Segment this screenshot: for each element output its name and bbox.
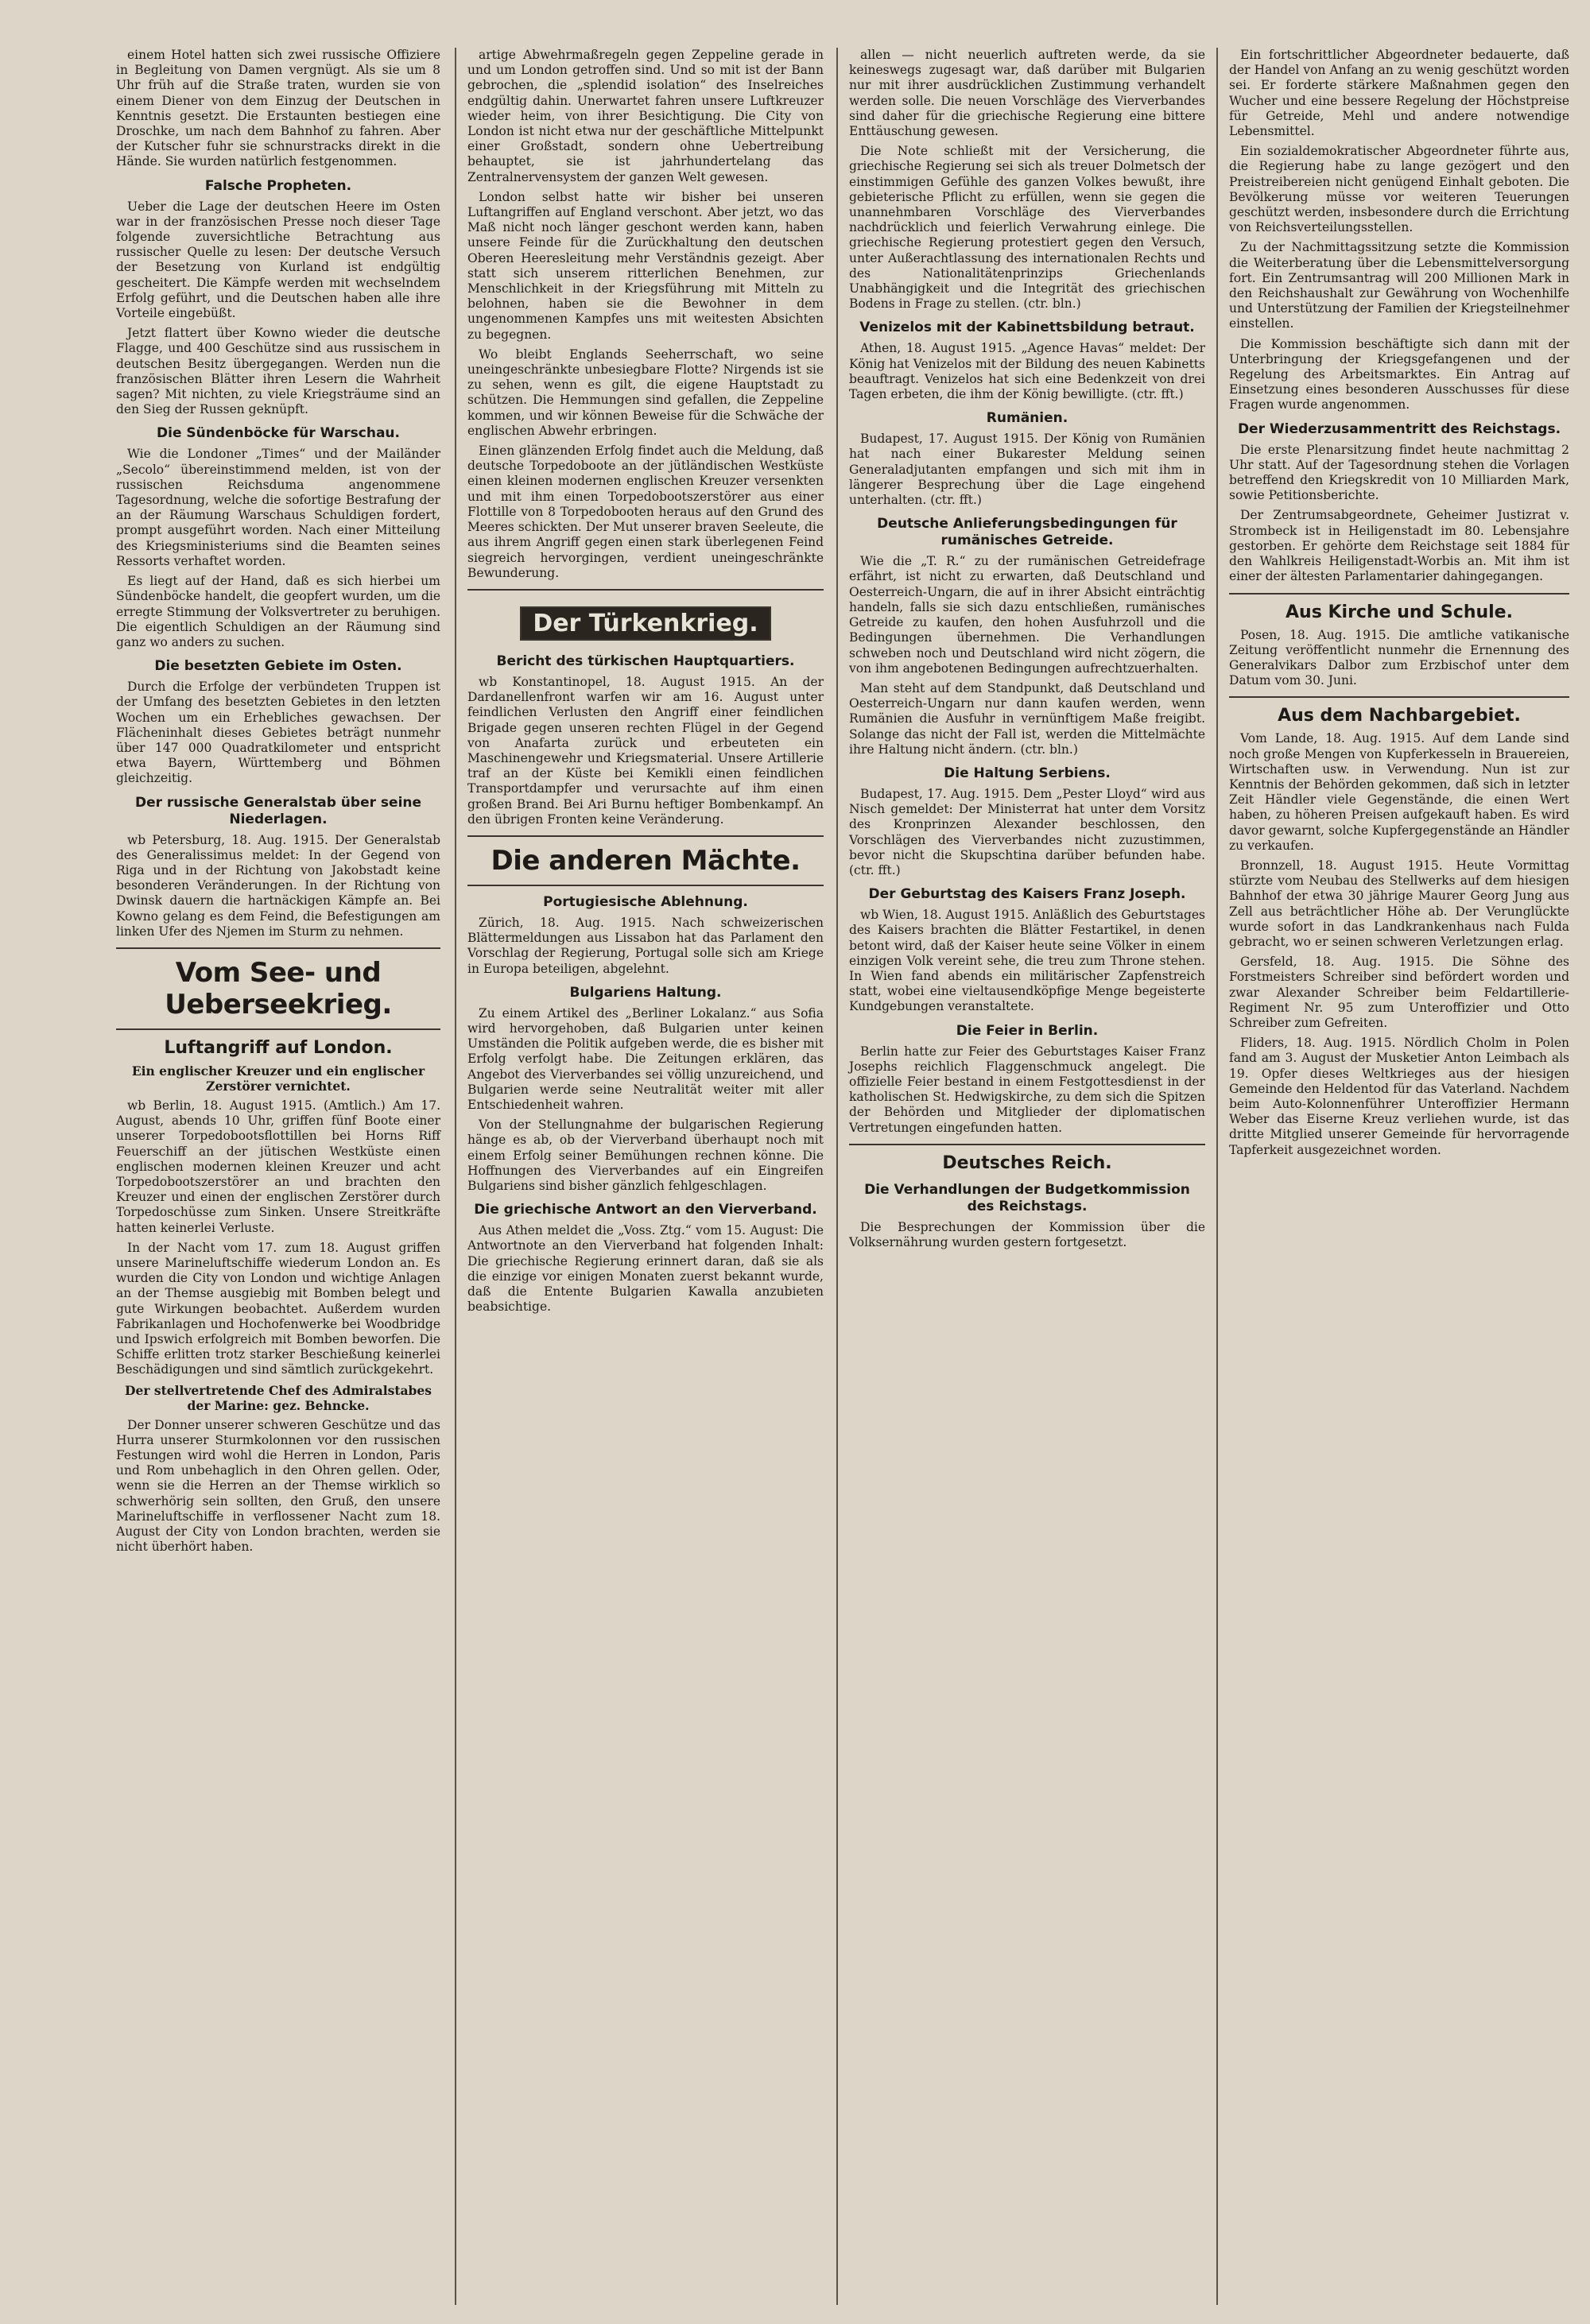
article-paragraph: Vom Lande, 18. Aug. 1915. Auf dem Lande sind noch große Mengen von Kupferkesseln in Brauereien, Wirtschaften usw. in Verwendung. Nun ist zur Kenntnis der Behörden gekommen, daß sich in letzter Zeit Händler viele Gegenstände, die einen Wert haben, zu höheren Preisen aufgekauft haben. Es wird davor gewarnt, solche Kupfergegenstände an Händler zu verkaufen. bbox=[1229, 731, 1569, 853]
article-paragraph: Athen, 18. August 1915. „Agence Havas“ meldet: Der König hat Venizelos mit der Bildung des neuen Kabinetts beauftragt. Venizelos hat sich eine Bedenkzeit von drei Tagen erbeten, die ihm der König bewilligte. (ctr. fft.) bbox=[849, 341, 1205, 402]
article-paragraph: Bronnzell, 18. August 1915. Heute Vormittag stürzte vom Neubau des Stellwerks auf dem hiesigen Bahnhof der etwa 30 jährige Maurer Georg Jung aus Zell aus beträchtlicher Höhe ab. Der Verunglückte wurde sofort in das Landkrankenhaus nach Fulda gebracht, wo er seinen schweren Verletzungen erlag. bbox=[1229, 858, 1569, 949]
article-paragraph: wb Berlin, 18. August 1915. (Amtlich.) Am 17. August, abends 10 Uhr, griffen fünf Boote einer unserer Torpedobootsflottillen bei Horns Riff Feuerschiff an der jütischen Westküste einen englischen modernen kleinen Kreuzer und acht Torpedobootszerstörer an und brachten den Kreuzer und einen der englischen Zerstörer durch Torpedoschüsse zum Sinken. Unsere Streitkräfte hatten keinerlei Verluste. bbox=[116, 1098, 440, 1235]
article-paragraph: wb Petersburg, 18. Aug. 1915. Der Generalstab des Generalissimus meldet: In der Gegend von Riga und in der Richtung von Jakobstadt keine besonderen Veränderungen. In der Richtung von Dwinsk dauern die hartnäckigen Kämpfe an. Bei Kowno gelang es dem Feind, die Befestigungen am linken Ufer des Njemen im Sturm zu nehmen. bbox=[116, 832, 440, 939]
article-paragraph: Wo bleibt Englands Seeherrschaft, wo seine uneingeschränkte unbesiegbare Flotte? Nirgends ist sie zu sehen, wenn es gilt, die eigene Hauptstadt zu schützen. Die Hemmungen sind gefallen, die Zeppeline kommen, und wir können Beweise für die Schwäche der englischen Abwehr erbringen. bbox=[467, 347, 824, 438]
article-title: Der Wiederzusammentritt des Reichstags. bbox=[1237, 420, 1561, 437]
divider bbox=[1229, 593, 1569, 595]
article-paragraph: wb Konstantinopel, 18. August 1915. An der Dardanellenfront warfen wir am 16. August unter feindlichen Verlusten den Angriff einer feindlichen Brigade gegen unseren rechten Flügel in der Gegend von Anafarta zurück und erbeuteten ein Maschinengewehr und Kriegsmaterial. Unsere Artillerie traf an der Küste bei Kemikli einen feindlichen Transportdampfer und verursachte auf ihm einen großen Brand. Bei Ari Burnu heftiger Bombenkampf. An den übrigen Fronten keine Veränderung. bbox=[467, 674, 824, 827]
article-paragraph: Durch die Erfolge der verbündeten Truppen ist der Umfang des besetzten Gebietes in den letzten Wochen um ein Erhebliches gewachsen. Der Flächeninhalt dieses Gebietes beträgt nunmehr über 147 000 Quadratkilometer und entspricht etwa Bayern, Württemberg und Böhmen gleichzeitig. bbox=[116, 680, 440, 786]
article-paragraph: Die Besprechungen der Kommission über die Volksernährung wurden gestern fortgesetzt. bbox=[849, 1219, 1205, 1249]
article-title: Luftangriff auf London. bbox=[164, 1037, 393, 1058]
article-paragraph: Budapest, 17. Aug. 1915. Dem „Pester Lloyd“ wird aus Nisch gemeldet: Der Ministerrat hat unter dem Vorsitz des Kronprinzen Alexander beschlossen, den Vorschlägen des Vierverbandes nicht zuzustimmen, bevor nicht die Skupschtina darüber befunden habe. (ctr. fft.) bbox=[849, 786, 1205, 877]
article-paragraph: London selbst hatte wir bisher bei unseren Luftangriffen auf England verschont. Aber jetzt, wo das Maß nicht noch länger geschont werden kann, haben unsere Feinde für die Zurückhaltung den deutschen Oberen Heeresleitung mehr Verständnis gezeigt. Aber statt sich unserem ritterlichen Benehmen, zur Menschlichkeit in der Kriegsführung mit Mitteln zu belohnen, haben sie die Bewohner in dem ungenommenen Kampfes uns mit weitesten Absichten zu begegnen. bbox=[467, 189, 824, 342]
article-title: Der Geburtstag des Kaisers Franz Joseph. bbox=[868, 886, 1186, 903]
article-paragraph: einem Hotel hatten sich zwei russische Offiziere in Begleitung von Damen vergnügt. Als sie um 8 Uhr früh auf die Straße traten, wurden sie von einem Diener von dem Einzug der Deutschen in Kenntnis gesetzt. Die Erstaunten bestiegen eine Droschke, um nach dem Bahnhof zu fahren. Aber der Kutscher fuhr sie schnurstracks direkt in die Hände. Sie wurden natürlich festgenommen. bbox=[116, 48, 440, 169]
major-heading-stamp bbox=[467, 598, 824, 645]
article-paragraph: artige Abwehrmaßregeln gegen Zeppeline gerade in und um London getroffen sind. Und so mit ist der Bann gebrochen, die „splendid isolation“ des Inselreiches endgültig dahin. Unerwartet fahren unsere Luftkreuzer wieder heim, von ihrer Besichtigung. Die City von London ist nicht etwa nur der geschäftliche Mittelpunkt einer Großstadt, sondern ohne Uebertreibung behauptet, sie ist jahrhundertelang das Zentralnervensystem der ganzen Welt gewesen. bbox=[467, 48, 824, 184]
major-heading: Der Türkenkrieg. bbox=[520, 606, 770, 641]
divider bbox=[467, 835, 824, 837]
divider bbox=[849, 1144, 1205, 1145]
article-paragraph: Jetzt flattert über Kowno wieder die deutsche Flagge, und 400 Geschütze sind aus russischem in deutschen Besitz übergegangen. Werden nun die französischen Blätter ihren Lesern die Wahrheit sagen? Mit nichten, zu viele Kriegsträume sind an den Sieg der Russen geknüpft. bbox=[116, 326, 440, 417]
section-heading: Die Sündenböcke für Warschau. bbox=[157, 425, 400, 442]
article-title: Venizelos mit der Kabinettsbildung betraut. bbox=[859, 320, 1195, 336]
article-paragraph: Einen glänzenden Erfolg findet auch die Meldung, daß deutsche Torpedoboote an der jütländischen Westküste einen kleinen modernen englischen Kreuzer versenkten und mit ihm einen Torpedobootszerstörer aus einer Flottille von 8 Torpedobooten heraus auf den Grund des Meeres schickten. Der Mut unserer braven Seeleute, die aus ihrem Angriff gegen einen stark überlegenen Feind siegreich hervorgingen, verdient uneingeschränkte Bewunderung. bbox=[467, 443, 824, 580]
section-heading: Falsche Propheten. bbox=[204, 177, 352, 194]
article-paragraph: Von der Stellungnahme der bulgarischen Regierung hänge es ab, ob der Vierverband überhaupt noch mit einem Erfolg seiner Bemühungen rechnen könne. Die Hoffnungen des Vierverbandes auf ein Eingreifen Bulgariens sind bisher gänzlich fehlgeschlagen. bbox=[467, 1117, 824, 1193]
article-paragraph: wb Wien, 18. August 1915. Anläßlich des Geburtstages des Kaisers brachten die Blätter Festartikel, in denen betont wird, daß der Kaiser heute seine Völker in einem einzigen Volk vereint sehe, die treu zum Throne stehen. In Wien fand abends ein militärischer Zapfenstreich statt, wobei eine vieltausendköpfige Menge begeisterte Kundgebungen veranstaltete. bbox=[849, 908, 1205, 1014]
article-title: Rumänien. bbox=[986, 410, 1068, 427]
divider bbox=[1229, 696, 1569, 698]
article-title: Die Verhandlungen der Budgetkommission des Reichstags. bbox=[864, 1181, 1190, 1214]
article-paragraph: allen — nicht neuerlich auftreten werde, da sie keineswegs zugesagt war, daß darüber mit Bulgarien nur mit ihrer ausdrücklichen Zustimmung verhandelt werden solle. Die neuen Vorschläge des Vierverbandes sind daher für die griechische Regierung eine bittere Enttäuschung gewesen. bbox=[849, 48, 1205, 139]
article-paragraph: Budapest, 17. August 1915. Der König von Rumänien hat nach einer Bukarester Meldung seinen Generaladjutanten empfangen und sich mit ihm in längerer Besprechung über die Lage eingehend unterhalten. (ctr. fft.) bbox=[849, 432, 1205, 508]
article-paragraph: Wie die „T. R.“ zu der rumänischen Getreidefrage erfährt, ist nicht zu erwarten, daß Deutschland und Oesterreich-Ungarn, die auf in ihrer Absicht einträchtig handeln, falls sie sich dazu entschließen, rumänisches Getreide zu kaufen, den hohen Ausfuhrzoll und die Bedingungen übernehmen. Die Verhandlungen schweben noch und Deutschland wird nicht zögern, die von ihm angebotenen Bedingungen aufrechtzuerhalten. bbox=[849, 554, 1205, 676]
article-paragraph: Ein fortschrittlicher Abgeordneter bedauerte, daß der Handel von Anfang an zu wenig geschützt worden sei. Er forderte stärkere Maßnahmen gegen den Wucher und eine bessere Regelung der Höchstpreise für Getreide, Mehl und andere notwendige Lebensmittel. bbox=[1229, 48, 1569, 139]
column-4 bbox=[1224, 48, 1574, 2305]
article-title: Deutsche Anlieferungsbedingungen für rumänisches Getreide. bbox=[877, 516, 1177, 549]
article-title: Die griechische Antwort an den Vierverband. bbox=[474, 1202, 817, 1218]
article-paragraph: Die Note schließt mit der Versicherung, die griechische Regierung sei sich als treuer Dolmetsch der einstimmigen Gefühle des ganzen Volkes bewußt, ihre gebieterische Pflicht zu erfüllen, wenn sie gegen die unannehmbaren Vorschläge des Vierverbandes nachdrücklich und feierlich Verwahrung einlege. Die griechische Regierung protestiert gegen den Versuch, unter Außerachtlassung des internationalen Rechts und des Nationalitätenprinzips Griechenlands Unabhängigkeit und die Integrität des griechischen Bodens in Frage zu stellen. (ctr. bln.) bbox=[849, 144, 1205, 312]
column-rule bbox=[455, 48, 456, 2305]
major-heading: Deutsches Reich. bbox=[942, 1152, 1112, 1173]
article-paragraph: Die erste Plenarsitzung findet heute nachmittag 2 Uhr statt. Auf der Tagesordnung stehen die Vorlagen betreffend den Kriegskredit von 10 Milliarden Mark, sowie Petitionsberichte. bbox=[1229, 442, 1569, 503]
section-heading: Der russische Generalstab über seine Niederlagen. bbox=[134, 794, 422, 827]
article-paragraph: Posen, 18. Aug. 1915. Die amtliche vatikanische Zeitung veröffentlicht nunmehr die Ernennung des Generalvikars Dalbor zum Erzbischof unter dem Datum vom 30. Juni. bbox=[1229, 627, 1569, 688]
article-title: Bericht des türkischen Hauptquartiers. bbox=[496, 653, 795, 669]
divider bbox=[116, 1028, 440, 1030]
column-3 bbox=[844, 48, 1210, 2305]
article-paragraph: Gersfeld, 18. Aug. 1915. Die Söhne des Forstmeisters Schreiber sind befördert worden und zwar Alexander Schreiber beim Feldartillerie-Regiment Nr. 95 zum Unteroffizier und Otto Schreiber zum Gefreiten. bbox=[1229, 955, 1569, 1030]
article-paragraph: Ueber die Lage der deutschen Heere im Osten war in der französischen Presse noch dieser Tage folgende zuversichtliche Betrachtung aus russischer Quelle zu lesen: Der deutsche Versuch der Besetzung von Kurland ist endgültig gescheitert. Die Kämpfe werden mit wechselndem Erfolg geführt, und die Deutschen haben alle ihre Vorteile eingebüßt. bbox=[116, 199, 440, 321]
major-heading: Vom See- und Ueberseekrieg. bbox=[165, 956, 392, 1021]
article-title: Die Haltung Serbiens. bbox=[944, 765, 1111, 781]
article-paragraph: Wie die Londoner „Times“ und der Mailänder „Secolo“ übereinstimmend melden, ist von der russischen Reichsduma angenommene Tagesordnung, welche die sofortige Bestrafung der an der Räumung Warschaus Schuldigen fordert, prompt ausgeführt worden. Nach einer Mitteilung des Kriegsministeriums sind die Beamten seines Ressorts verhaftet worden. bbox=[116, 447, 440, 568]
article-paragraph: Der Zentrumsabgeordnete, Geheimer Justizrat v. Strombeck ist in Heiligenstadt im 80. Lebensjahre gestorben. Er gehörte dem Reichstage seit 1884 für den Wahlkreis Heiligenstadt-Worbis an. Mit ihm ist einer der ältesten Parlamentarier dahingegangen. bbox=[1229, 508, 1569, 584]
article-paragraph: Der Donner unserer schweren Geschütze und das Hurra unserer Sturmkolonnen vor den russischen Festungen wird wohl die Herren in London, Paris und Rom unbehaglich in den Ohren gellen. Oder, wenn sie die Herren an der Themse wirklich so schwerhörig sein sollten, den Gruß, den unsere Marineluftschiffe in verflossener Nacht zum 18. August der City von London brachten, werden sie nicht überhört haben. bbox=[116, 1417, 440, 1555]
article-paragraph: Zu einem Artikel des „Berliner Lokalanz.“ aus Sofia wird hervorgehoben, daß Bulgarien unter keinen Umständen die Politik aufgeben werde, die es bisher mit Erfolg verfolgt habe. Die Zeitungen erklären, das Angebot des Vierverbandes sei völlig unzureichend, und Bulgarien werde seine Neutralität weiter mit aller Entschiedenheit wahren. bbox=[467, 1005, 824, 1112]
article-paragraph: Fliders, 18. Aug. 1915. Nördlich Cholm in Polen fand am 3. August der Musketier Anton Leimbach als 19. Opfer dieses Weltkrieges aus der hiesigen Gemeinde den Heldentod für das Vaterland. Nachdem beim Auto-Kolonnenführer Unteroffizier Hermann Weber das Eiserne Kreuz verliehen wurde, ist das dritte Mitglied unserer Gemeinde für hervorragende Tapferkeit ausgezeichnet worden. bbox=[1229, 1036, 1569, 1157]
divider bbox=[467, 589, 824, 591]
article-paragraph: Die Kommission beschäftigte sich dann mit der Unterbringung der Kriegsgefangenen und der Regelung des Arbeitsmarktes. Ein Antrag auf Einsetzung eines besonderen Ausschusses für diese Fragen wurde angenommen. bbox=[1229, 336, 1569, 413]
signature: Der stellvertretende Chef des Admiralstabes der Marine: gez. Behncke. bbox=[125, 1382, 432, 1413]
article-title: Die Feier in Berlin. bbox=[956, 1022, 1099, 1039]
article-paragraph: Zu der Nachmittagssitzung setzte die Kommission die Weiterberatung über die Lebensmittelversorgung fort. Ein Zentrumsantrag will 200 Millionen Mark in den Reichshaushalt zur Gewährung von Wochenhilfe und Unterstützung der Familien der Kriegsteilnehmer einstellen. bbox=[1229, 240, 1569, 331]
article-paragraph: Man steht auf dem Standpunkt, daß Deutschland und Oesterreich-Ungarn nur dann kaufen werden, wenn Rumänien die Ausfuhr in vernünftigem Maße freigibt. Solange das nicht der Fall ist, werden die Mittelmächte ihre Haltung nicht ändern. (ctr. bln.) bbox=[849, 680, 1205, 757]
column-rule bbox=[1216, 48, 1218, 2305]
article-paragraph: Berlin hatte zur Feier des Geburtstages Kaiser Franz Josephs reichlich Flaggenschmuck angelegt. Die offizielle Feier bestand in einem Festgottesdienst in der katholischen St. Hedwigskirche, zu dem sich die Spitzen der Behörden und Mitglieder der diplomatischen Vertretungen eingefunden hatten. bbox=[849, 1044, 1205, 1135]
article-paragraph: In der Nacht vom 17. zum 18. August griffen unsere Marineluftschiffe wiederum London an. Es wurden die City von London und wichtige Anlagen an der Themse ausgiebig mit Bomben belegt und gute Wirkungen beobachtet. Außerdem wurden Fabrikanlagen und Hochofenwerke bei Woodbridge und Ipswich erfolgreich mit Bomben beworfen. Die Schiffe erlitten trotz starker Beschießung keinerlei Beschädigungen und sind sämtlich zurückgekehrt. bbox=[116, 1240, 440, 1377]
article-paragraph: Es liegt auf der Hand, daß es sich hierbei um Sündenböcke handelt, die geopfert wurden, um die erregte Stimmung der Volksvertreter zu beruhigen. Die eigentlich Schuldigen an der Räumung sind ganz wo anders zu suchen. bbox=[116, 574, 440, 649]
article-paragraph: Ein sozialdemokratischer Abgeordneter führte aus, die Regierung habe zu lange gezögert und den Preistreibereien nicht genügend Einhalt geboten. Die Bevölkerung müsse vor weiteren Teuerungen geschützt werden, insbesondere durch die Errichtung von Reichsverteilungsstellen. bbox=[1229, 144, 1569, 235]
major-heading: Aus dem Nachbargebiet. bbox=[1278, 706, 1521, 726]
article-title: Bulgariens Haltung. bbox=[569, 984, 722, 1001]
major-heading: Die anderen Mächte. bbox=[491, 844, 801, 877]
column-rule bbox=[836, 48, 838, 2305]
column-2 bbox=[463, 48, 828, 2305]
article-paragraph: Aus Athen meldet die „Voss. Ztg.“ vom 15. August: Die Antwortnote an den Vierverband hat folgenden Inhalt: Die griechische Regierung erinnert daran, daß sie als die einzige vor einigen Monaten zuerst bekannt wurde, daß die Entente Bulgarien Kawalla anzubieten beabsichtige. bbox=[467, 1223, 824, 1315]
section-heading: Die besetzten Gebiete im Osten. bbox=[154, 658, 402, 675]
divider bbox=[467, 885, 824, 886]
article-title: Portugiesische Ablehnung. bbox=[543, 893, 748, 910]
article-subtitle: Ein englischer Kreuzer und ein englischer Zerstörer vernichtet. bbox=[131, 1063, 425, 1094]
major-heading: Aus Kirche und Schule. bbox=[1286, 602, 1513, 622]
column-1 bbox=[111, 48, 445, 2305]
divider bbox=[116, 947, 440, 949]
article-paragraph: Zürich, 18. Aug. 1915. Nach schweizerischen Blättermeldungen aus Lissabon hat das Parlament den Vorschlag der Regierung, Portugal solle sich am Kriege in Europa beteiligen, abgelehnt. bbox=[467, 915, 824, 976]
